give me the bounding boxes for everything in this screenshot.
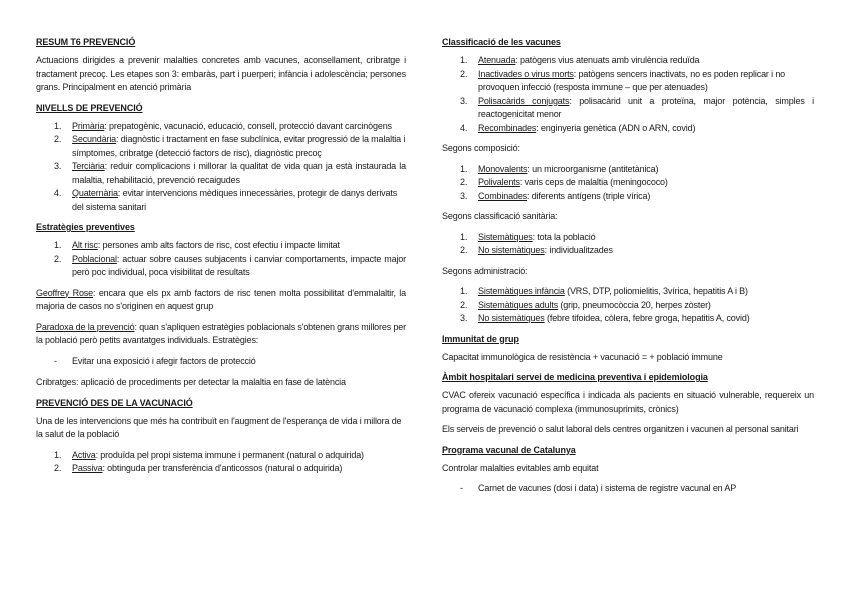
sanitaria-label: Segons classificació sanitària: — [442, 211, 558, 221]
ambit-heading: Àmbit hospitalari servei de medicina preventiva i epidemiologia — [442, 372, 708, 382]
list-item: 2. Passiva: obtinguda per transferència d'anticossos (natural o adquirida) — [54, 463, 343, 473]
list-item: 2. Poblacional: actuar sobre causes subjacents i canviar comportaments, impacte major però poc individual, poca visibilitat de resultats — [54, 253, 406, 277]
paradoxa-paragraph: Paradoxa de la prevenció: quan s'apliquen estratègies poblacionals s'obtenen grans millores per la població però petits avantatges individuals. Estratègies: — [36, 321, 407, 345]
composicio-list — [442, 163, 814, 204]
estrategies-list — [36, 239, 406, 280]
list-item: 3. No sistemàtiques (febre tifoidea, còlera, febre groga, hepatitis A, covid) — [460, 313, 750, 323]
vacunacio-heading: PREVENCIÓ DES DE LA VACUNACIÓ — [36, 397, 193, 408]
composicio-label: Segons composició: — [442, 143, 520, 153]
estrategies-heading: Estratègies preventives — [36, 222, 135, 232]
administracio-label: Segons administració: — [442, 265, 528, 276]
nivells-heading: NIVELLS DE PREVENCIÓ — [36, 102, 143, 113]
nivells-list — [36, 120, 406, 215]
list-item: 1. Sistemàtiques: tota la població — [460, 231, 596, 242]
vacunacio-intro: Una de les intervencions que més ha contribuït en l'augment de l'esperança de vida i millora de la salut de la població — [36, 415, 402, 439]
programa-bullet: - Carnet de vacunes (dosi i data) i sistema de registre vacunal en AP — [460, 483, 737, 493]
immunitat-list — [36, 449, 406, 476]
paradoxa-bullet: - Evitar una exposició i afegir factors de protecció — [54, 355, 256, 366]
list-item: 1. Monovalents: un microorganisme (antitetànica) — [460, 163, 659, 174]
list-item: 2. Sistemàtiques adults (grip, pneumocòccia 20, herpes zòster) — [460, 299, 711, 310]
programa-heading: Programa vacunal de Catalunya — [442, 444, 576, 455]
left-column — [36, 36, 406, 483]
intro-paragraph: Actuacions dirigides a prevenir malalties concretes amb vacunes, aconsellament, cribratge i tractament precoç. Les etapes son 3: embaràs, part i puerperi; infància i adolescència; persones grans. Principalment en atenció primària — [36, 55, 406, 92]
classificacio-heading: Classificació de les vacunes — [442, 37, 561, 47]
sanitaria-list — [442, 231, 814, 258]
ambit-text-1: CVAC ofereix vacunació específica i indicada als pacients en situació vulnerable, requereix un programa de vacunació complexa (immunosuprimits, crònics) — [442, 390, 814, 414]
right-column — [442, 36, 814, 504]
grup-text: Capacitat immunològica de resistència + vacunació = + població immune — [442, 351, 723, 362]
list-item: 4. Recombinades: enginyeria genètica (ADN o ARN, covid) — [460, 122, 696, 133]
classificacio-list — [442, 54, 814, 135]
cribratges-paragraph: Cribratges: aplicació de procediments per detectar la malaltia en fase de latència — [36, 377, 346, 387]
list-item: 1. Activa: produïda pel propi sistema immune i permanent (natural o adquirida) — [54, 449, 364, 460]
list-item: 3. Terciària: reduir complicacions i millorar la qualitat de vida quan ja està instaurada la malaltia, rehabilitació, prevenció recaigudes — [54, 161, 406, 185]
list-item: 2. Inactivades o virus morts: patògens sencers inactivats, no es poden replicar i no provoquen infecció (resposta immune – que per atenuades) — [460, 68, 786, 92]
grup-heading: Immunitat de grup — [442, 333, 519, 344]
ambit-text-2: Els serveis de prevenció o salut laboral dels centres organitzen i vacunen al personal sanitari — [442, 424, 799, 434]
programa-text: Controlar malalties evitables amb equitat — [442, 462, 599, 473]
list-item: 2. No sistemàtiques: individualitzades — [460, 245, 613, 255]
administracio-list — [442, 285, 814, 326]
document-title: RESUM T6 PREVENCIÓ — [36, 37, 136, 47]
list-item: 2. Secundària: diagnòstic i tractament en fase subclínica, evitar progressió de la malaltia i símptomes, cribratge (detecció factors de risc), diagnòstic precoç — [54, 134, 406, 158]
list-item: 1. Alt risc: persones amb alts factors de risc, cost efectiu i impacte limitat — [54, 240, 340, 250]
list-item: 3. Combinades: diferents antígens (triple vírica) — [460, 190, 651, 201]
list-item: 1. Atenuada: patògens vius atenuats amb virulència reduïda — [460, 55, 700, 65]
list-item: 2. Polivalents: varis ceps de malaltia (meningococo) — [460, 177, 668, 187]
list-item: 1. Primària: prepatogènic, vacunació, educació, consell, protecció davant carcinògens — [54, 120, 392, 131]
list-item: 4. Quaternària: evitar intervencions mèdiques innecessàries, protegir de danys derivats del sistema sanitari — [54, 188, 398, 212]
list-item: 3. Polisacàrids conjugats: polisacàrid unit a proteïna, major potència, simples i reactogenicitat menor — [460, 95, 814, 119]
list-item: 1. Sistemàtiques infància (VRS, DTP, poliomielitis, 3vírica, hepatitis A i B) — [460, 286, 748, 296]
rose-paragraph: Geoffrey Rose: encara que els px amb factors de risc tenen molta possibilitat d'emmalaltir, la majoria de casos no s'originen en aquest grup — [36, 287, 406, 311]
